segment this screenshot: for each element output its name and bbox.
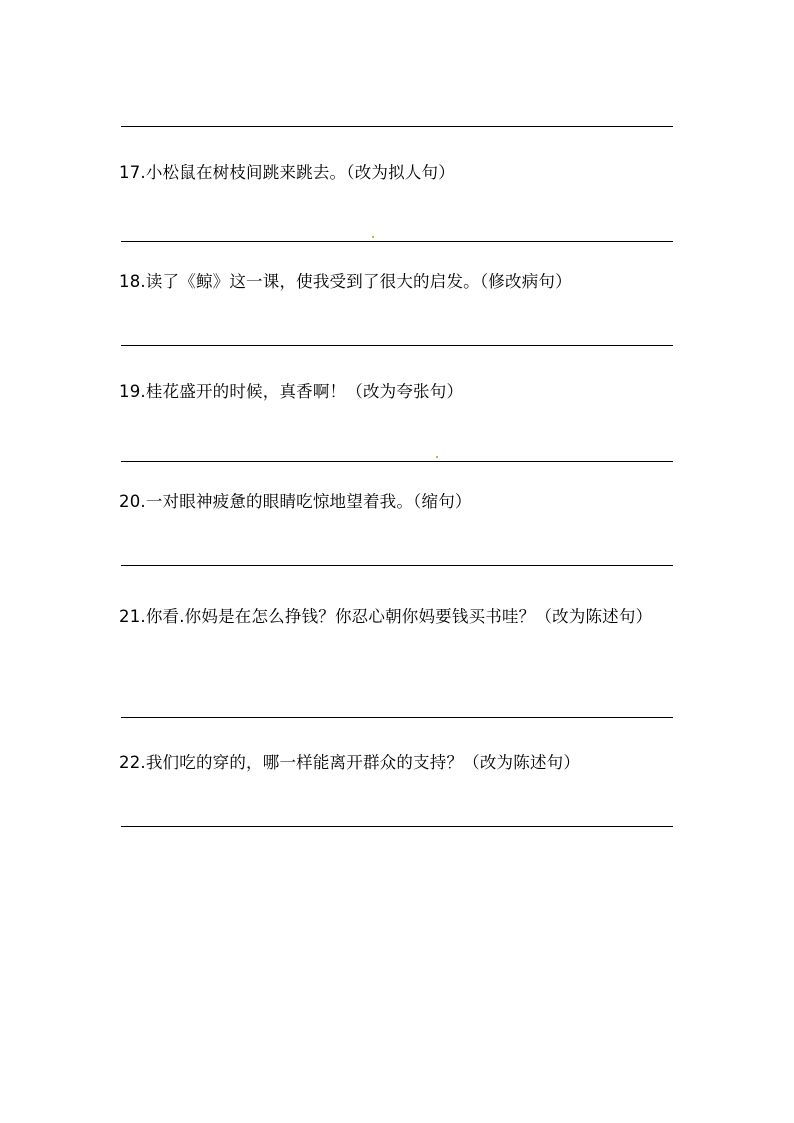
answer-line-21: [121, 717, 673, 718]
question-21: 21.你看.你妈是在怎么挣钱？你忍心朝你妈要钱买书哇？（改为陈述句）: [119, 607, 653, 626]
answer-line-18: [121, 345, 673, 346]
question-20: 20.一对眼神疲惫的眼睛吃惊地望着我。（缩句）: [119, 492, 472, 511]
question-17: 17.小松鼠在树枝间跳来跳去。（改为拟人句）: [119, 163, 455, 182]
answer-line-16: [121, 126, 673, 127]
question-18: 18.读了《鲸》这一课，使我受到了很大的启发。（修改病句）: [119, 272, 572, 291]
speck-mark: [436, 456, 438, 458]
answer-line-17: [121, 241, 673, 242]
speck-mark: [372, 236, 374, 238]
answer-line-19: [121, 461, 673, 462]
answer-line-20: [121, 565, 673, 566]
question-19: 19.桂花盛开的时候，真香啊！（改为夸张句）: [119, 382, 464, 401]
question-22: 22.我们吃的穿的，哪一样能离开群众的支持？（改为陈述句）: [119, 753, 581, 772]
answer-line-22: [121, 826, 673, 827]
